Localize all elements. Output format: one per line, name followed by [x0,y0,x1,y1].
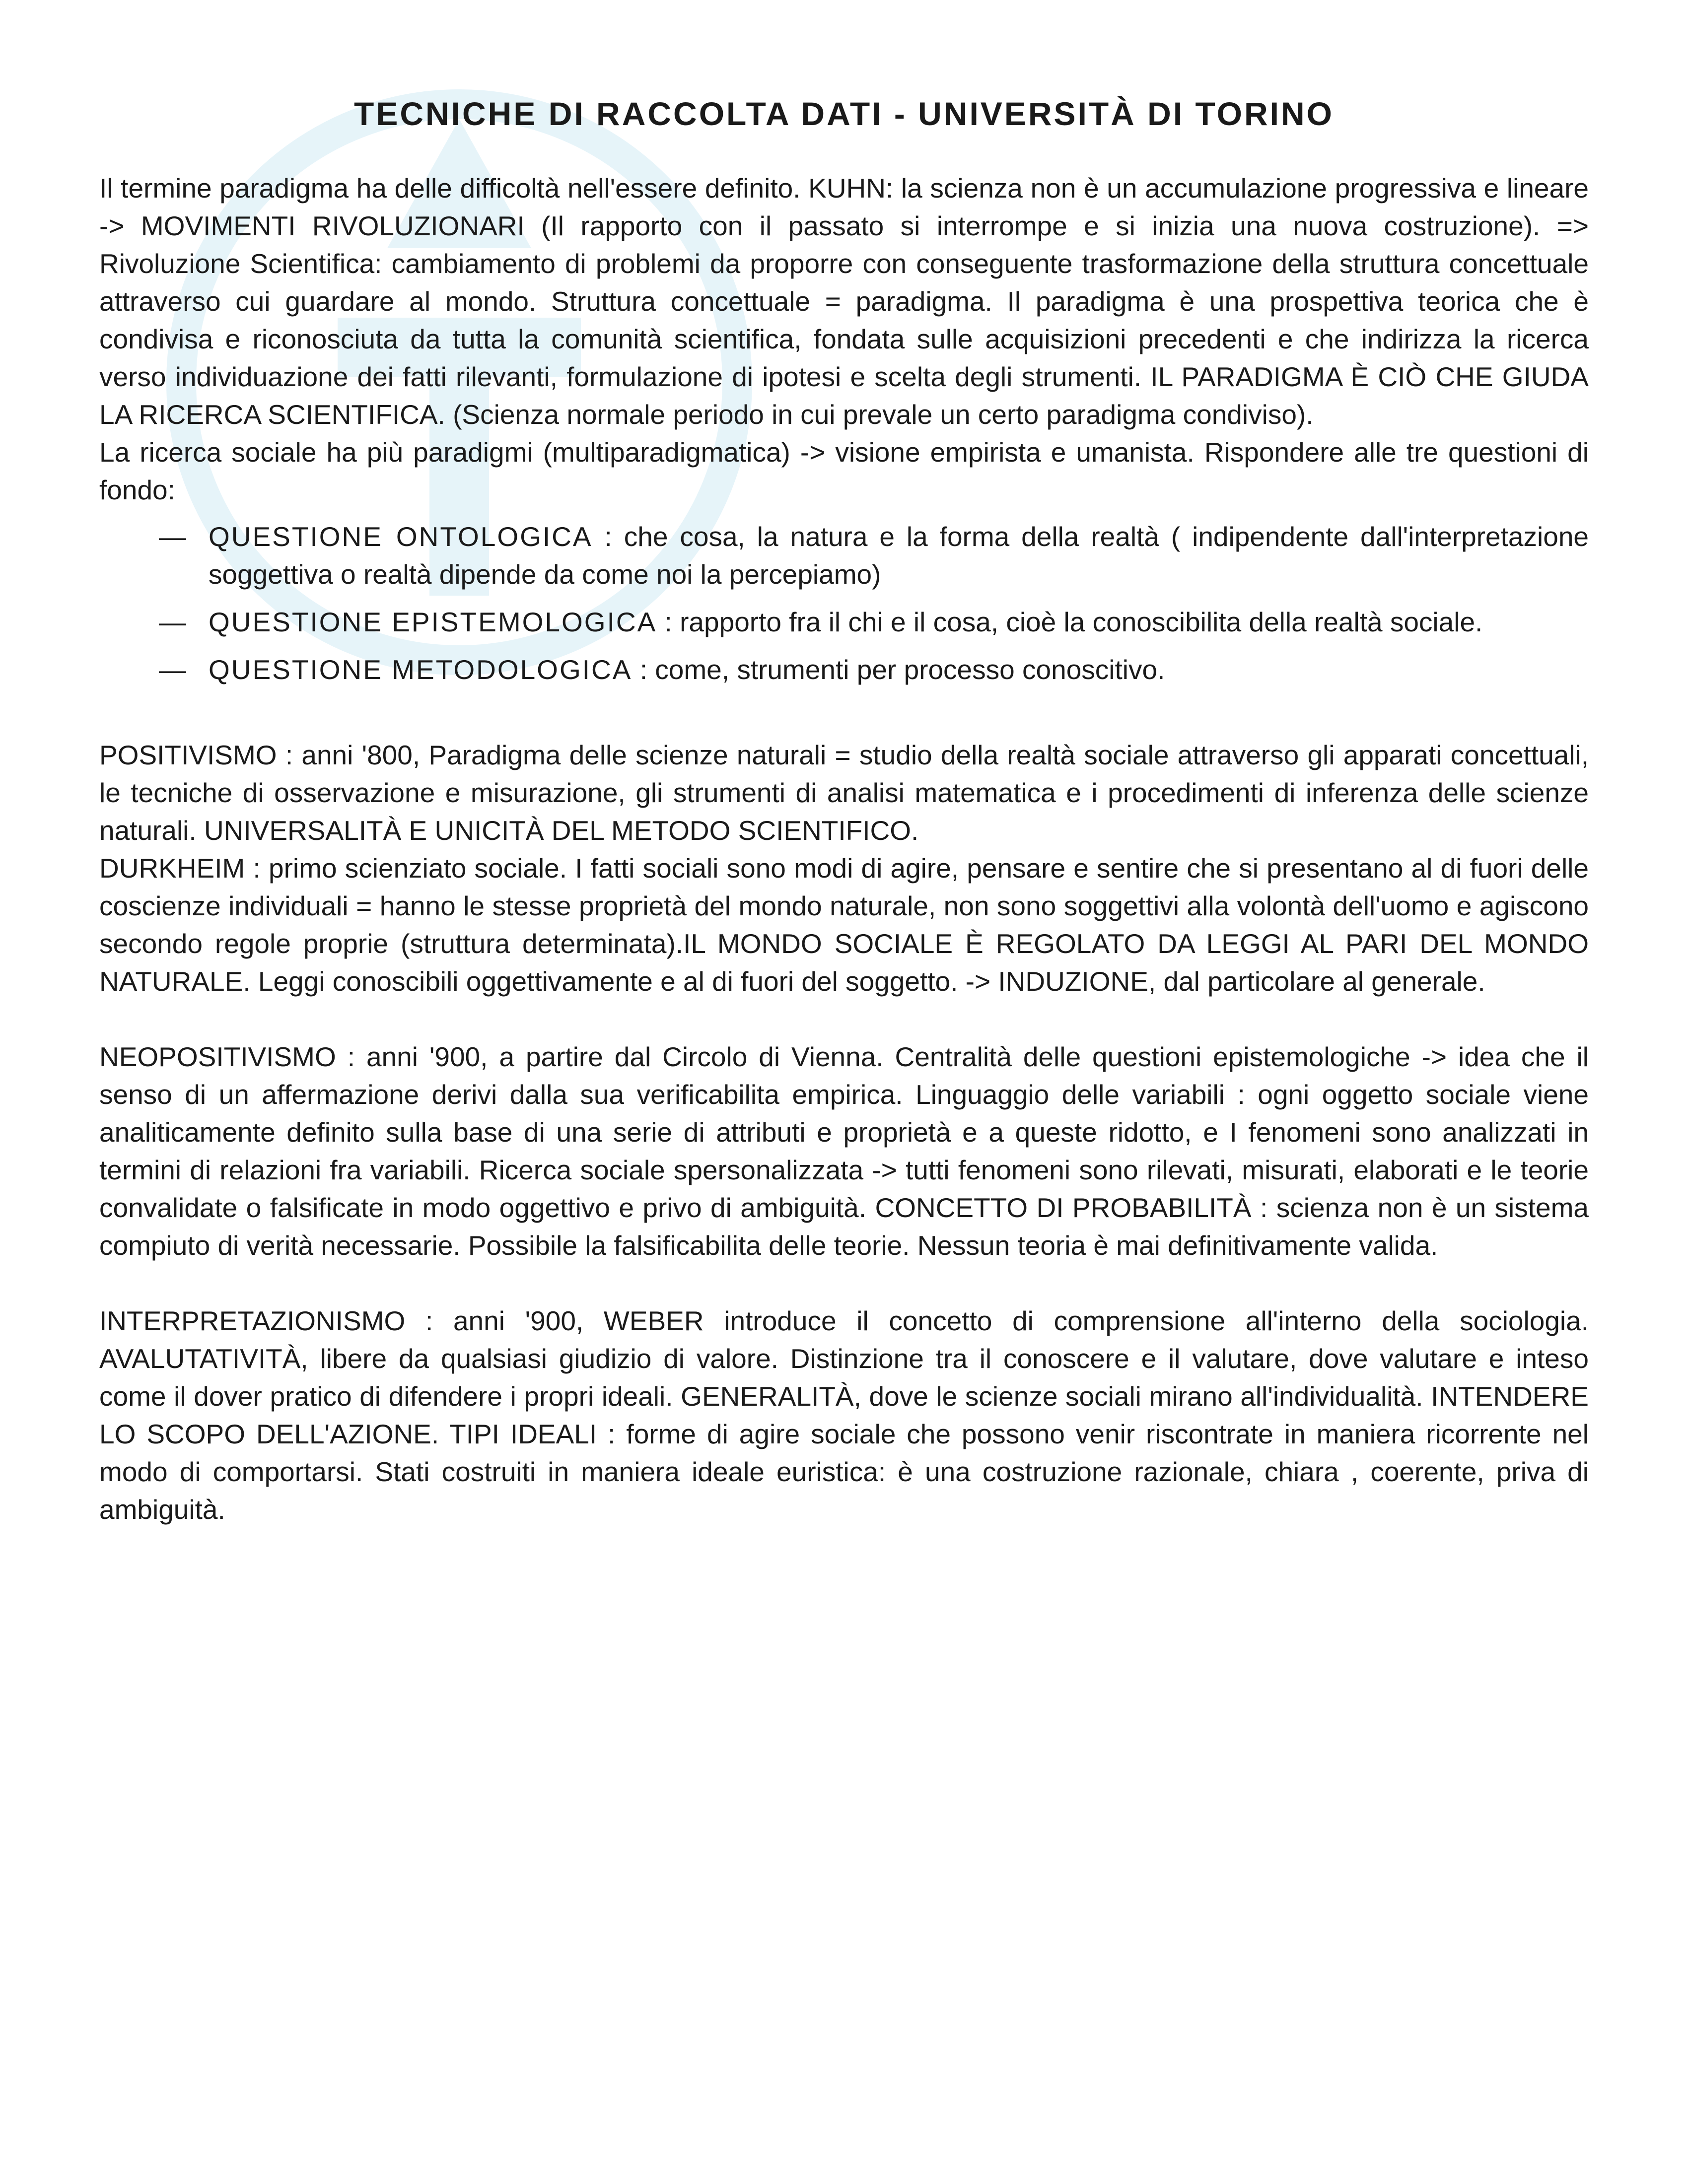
durkheim-paragraph: DURKHEIM : primo scienziato sociale. I fatti sociali sono modi di agire, pensare e sentire che si presentano al di fuori delle coscienze individuali = hanno le stesse proprietà del mondo naturale, non sono soggettivi alla volontà dell'uomo e agiscono secondo regole proprie (struttura determinata).IL MONDO SOCIALE È REGOLATO DA LEGGI AL PARI DEL MONDO NATURALE. Leggi conoscibili oggettivamente e al di fuori del soggetto. -> INDUZIONE, dal particolare al generale. [99,853,1589,997]
paragraph-spacer [99,698,1589,736]
list-item [99,518,1589,593]
positivism-paragraph: POSITIVISMO : anni '800, Paradigma delle scienze naturali = studio della realtà sociale attraverso gli apparati concettuali, le tecniche di osservazione e misurazione, gli strumenti di analisi matematica e i procedimenti di inferenza delle scienze naturali. UNIVERSALITÀ E UNICITÀ DEL METODO SCIENTIFICO. [99,740,1589,846]
document-page [99,94,1589,1528]
question-label: QUESTIONE EPISTEMOLOGICA [209,607,657,638]
question-text: : che cosa, la natura e la forma della realtà ( indipendente dall'interpretazione soggettiva o realtà dipende da come noi la percepiamo) [209,521,1589,590]
paragraph-spacer [99,1000,1589,1038]
paragraph-spacer [99,1264,1589,1302]
paradigm-intro-paragraph: Il termine paradigma ha delle difficoltà nell'essere definito. KUHN: la scienza non è un accumulazione progressiva e lineare -> MOVIMENTI RIVOLUZIONARI (Il rapporto con il passato si interrompe e si inizia una nuova costruzione). => Rivoluzione Scientifica: cambiamento di problemi da proporre con conseguente trasformazione della struttura concettuale attraverso cui guardare al mondo. Struttura concettuale = paradigma. Il paradigma è una prospettiva teorica che è condivisa e riconosciuta da tutta la comunità scientifica, fondata sulle acquisizioni precedenti e che indirizza la ricerca verso individuazione dei fatti rilevanti, formulazione di ipotesi e scelta degli strumenti. IL PARADIGMA È CIÒ CHE GIUDA LA RICERCA SCIENTIFICA. (Scienza normale periodo in cui prevale un certo paradigma condiviso). [99,173,1589,430]
dash-bullet: — [159,607,186,638]
question-text: : rapporto fra il chi e il cosa, cioè la conoscibilita della realtà sociale. [664,607,1483,638]
dash-bullet: — [159,521,186,552]
question-label: QUESTIONE ONTOLOGICA [209,521,593,552]
interpretivism-paragraph: INTERPRETAZIONISMO : anni '900, WEBER introduce il concetto di comprensione all'interno della sociologia. AVALUTATIVITÀ, libere da qualsiasi giudizio di valore. Distinzione tra il conoscere e il valutare, dove valutare e inteso come il dover pratico di difendere i propri ideali. GENERALITÀ, dove le scienze sociali mirano all'individualità. INTENDERE LO SCOPO DELL'AZIONE. TIPI IDEALI : forme di agire sociale che possono venir riscontrate in maniera ricorrente nel modo di comportarsi. Stati costruiti in maniera ideale euristica: è una costruzione razionale, chiara , coerente, priva di ambiguità. [99,1305,1589,1525]
social-research-paragraph: La ricerca sociale ha più paradigmi (multiparadigmatica) -> visione empirista e umanista. Rispondere alle tre questioni di fondo: [99,437,1589,506]
neopositivism-paragraph: NEOPOSITIVISMO : anni '900, a partire dal Circolo di Vienna. Centralità delle questioni epistemologiche -> idea che il senso di un affermazione derivi dalla sua verificabilita empirica. Linguaggio delle variabili : ogni oggetto sociale viene analiticamente definito sulla base di una serie di attributi e proprietà e a queste ridotto, e I fenomeni sono analizzati in termini di relazioni fra variabili. Ricerca sociale spersonalizzata -> tutti fenomeni sono rilevati, misurati, elaborati e le teorie convalidate o falsificate in modo oggettivo e privo di ambiguità. CONCETTO DI PROBABILITÀ : scienza non è un sistema compiuto di verità necessarie. Possibile la falsificabilita delle teorie. Nessun teoria è mai definitivamente valida. [99,1041,1589,1261]
question-label: QUESTIONE METODOLOGICA [209,654,633,685]
question-text: : come, strumenti per processo conoscitivo. [639,654,1165,685]
page-title: TECNICHE DI RACCOLTA DATI - UNIVERSITÀ DI TORINO [354,95,1334,132]
list-item [99,651,1589,688]
questions-list [99,518,1589,688]
dash-bullet: — [159,654,186,685]
list-item [99,603,1589,641]
